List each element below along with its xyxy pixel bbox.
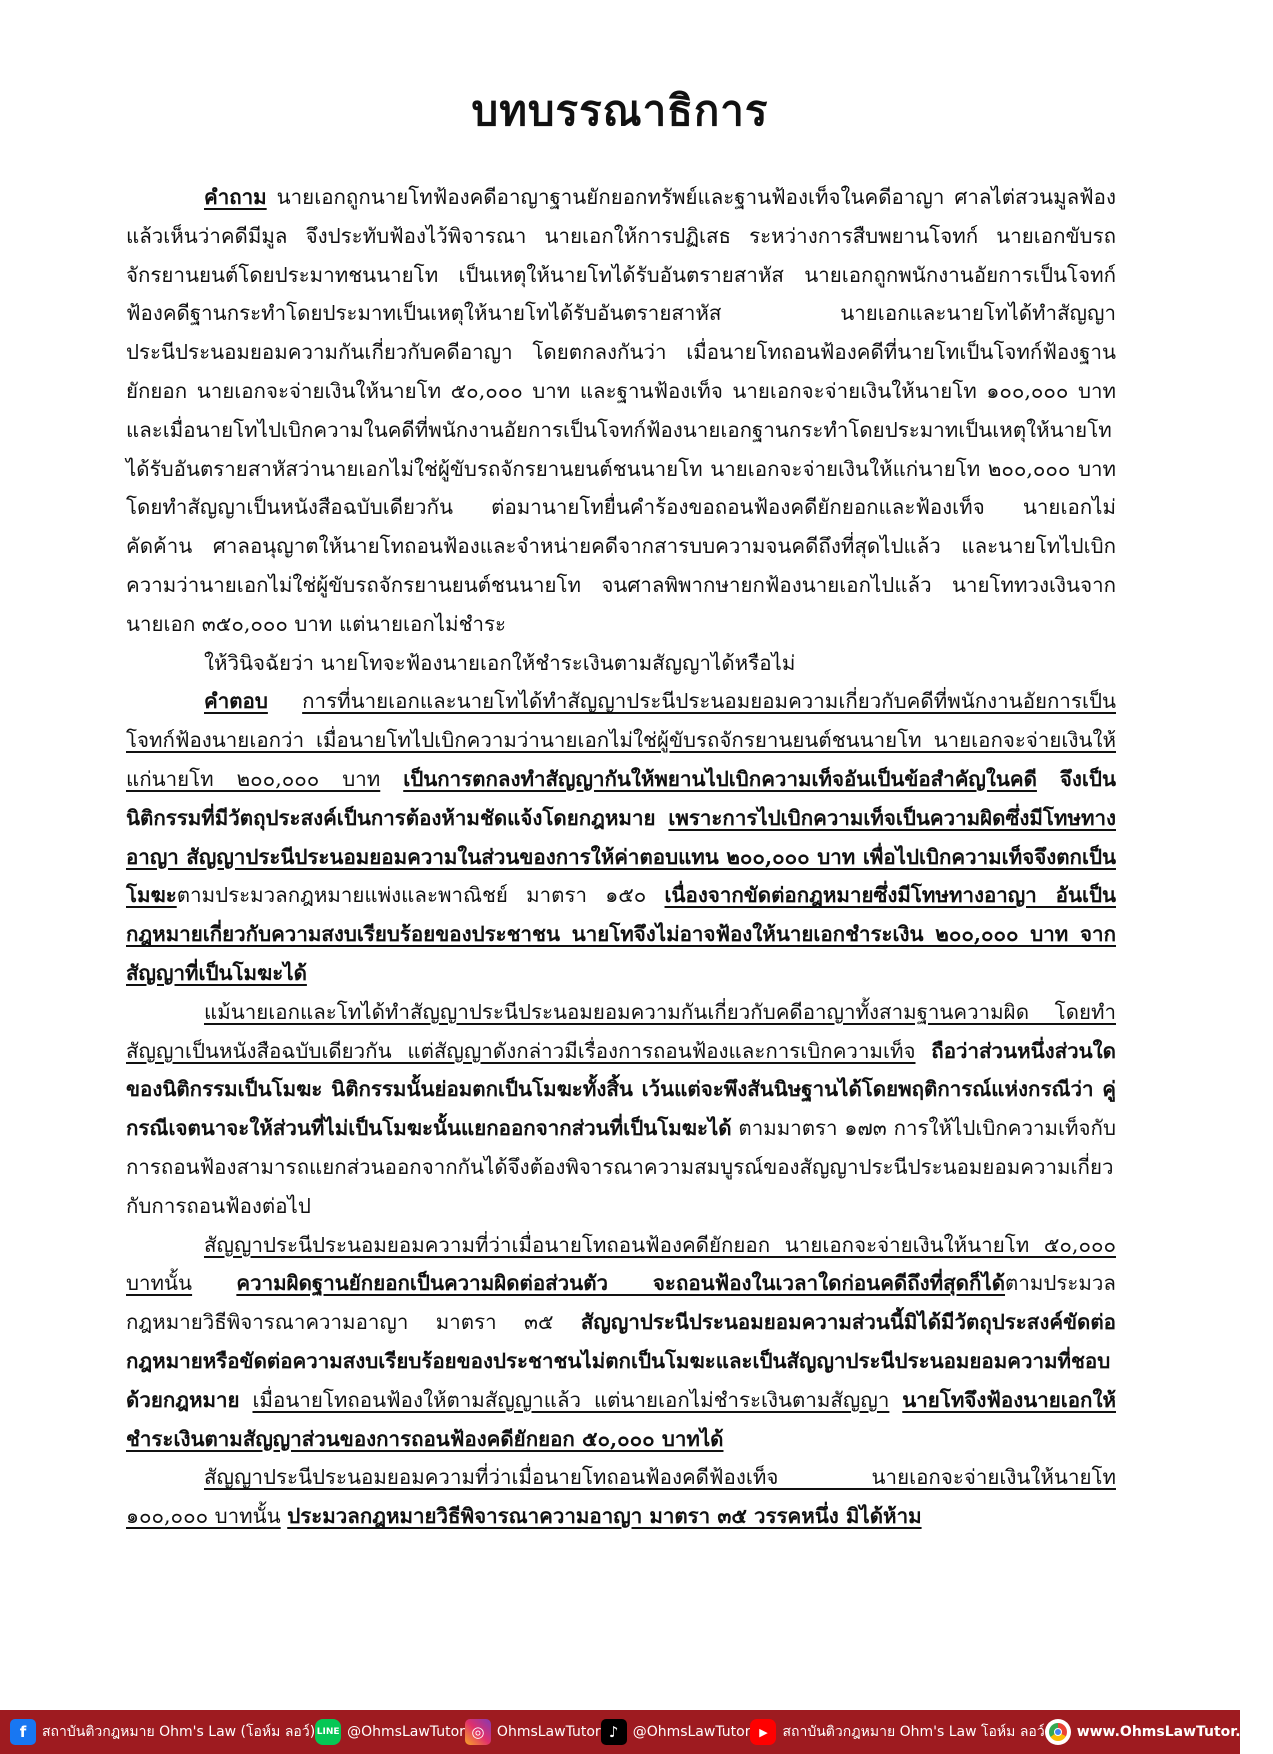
- footer-website[interactable]: [1045, 1719, 1273, 1745]
- answer-p3-s6: นายโทจึงฟ้องนายเอกให้ชำระเงินตามสัญญาส่วนของการถอนฟ้องคดียักยอก ๕๐,๐๐๐ บาทได้: [126, 1387, 1116, 1451]
- youtube-icon: ▶: [750, 1719, 776, 1745]
- footer-youtube-label: สถาบันติวกฎหมาย Ohm's Law โอห์ม ลอว์: [782, 1724, 1045, 1740]
- answer-paragraph-1: [126, 682, 1116, 992]
- page-title: บทบรรณาธิการ: [471, 86, 769, 135]
- answer-p1-s1: การที่นายเอกและนายโทได้ทำสัญญาประนีประนอมยอมความเกี่ยวกับคดีที่พนักงานอัยการเป็นโจทก์ฟ้องนายเอกว่า เมื่อนายโทไปเบิกความว่านายเอกไม่ใช่ผู้ขับรถจักรยานยนต์ชนนายโท นายเอกจะจ่ายเงินให้แก่นายโท ๒๐๐,๐๐๐ บาท: [126, 689, 1116, 791]
- footer-instagram[interactable]: [465, 1719, 601, 1745]
- answer-p1-s4: เพราะการไปเบิกความเท็จเป็นความผิดซึ่งมีโทษทางอาญา สัญญาประนีประนอมยอมความในส่วนของการให้ค่าตอบแทน ๒๐๐,๐๐๐ บาท เพื่อไปเบิกความเท็จจึงตกเป็นโมฆะ: [126, 805, 1116, 908]
- answer-p4-s1: สัญญาประนีประนอมยอมความที่ว่าเมื่อนายโทถอนฟ้องคดีฟ้องเท็จ นายเอกจะจ่ายเงินให้นายโท ๑๐๐,๐๐๐ บาทนั้น: [126, 1465, 1116, 1529]
- footer-website-label: www.OhmsLawTutor.com: [1076, 1724, 1273, 1740]
- footer-bar: [0, 1710, 1273, 1754]
- facebook-icon: f: [10, 1719, 36, 1745]
- answer-p1-s6: เนื่องจากขัดต่อกฎหมายซึ่งมีโทษทางอาญา อันเป็นกฎหมายเกี่ยวกับความสงบเรียบร้อยของประชาชน นายโทจึงไม่อาจฟ้องให้นายเอกชำระเงิน ๒๐๐,๐๐๐ บาท จากสัญญาที่เป็นโมฆะได้: [126, 883, 1116, 985]
- footer-youtube[interactable]: [750, 1719, 1044, 1745]
- footer-line[interactable]: [315, 1719, 465, 1745]
- web-icon: [1045, 1719, 1071, 1745]
- answer-p1-s3: จึงเป็นนิติกรรมที่มีวัตถุประสงค์เป็นการต้องห้ามชัดแจ้งโดยกฎหมาย: [126, 766, 1116, 830]
- answer-paragraph-3: [126, 1226, 1116, 1459]
- answer-paragraph-4: [126, 1458, 1116, 1536]
- answer-p1-s2: เป็นการตกลงทำสัญญากันให้พยานไปเบิกความเท็จอันเป็นข้อสำคัญในคดี: [403, 766, 1037, 791]
- answer-p4-s2: ประมวลกฎหมายวิธีพิจารณาความอาญา มาตรา ๓๕ วรรคหนึ่ง มิได้ห้าม: [287, 1504, 922, 1529]
- footer-tiktok-label: @OhmsLawTutor: [632, 1724, 751, 1740]
- answer-p3-s2: ความผิดฐานยักยอกเป็นความผิดต่อส่วนตัว จะถอนฟ้องในเวลาใดก่อนคดีถึงที่สุดก็ได้: [236, 1271, 1006, 1296]
- article-body: [126, 178, 1116, 1536]
- answer-p3-s1: สัญญาประนีประนอมยอมความที่ว่าเมื่อนายโทถอนฟ้องคดียักยอก นายเอกจะจ่ายเงินให้นายโท ๕๐,๐๐๐ บาทนั้น: [126, 1232, 1116, 1296]
- question-prompt: ให้วินิจฉัยว่า นายโทจะฟ้องนายเอกให้ชำระเงินตามสัญญาได้หรือไม่: [204, 650, 796, 675]
- answer-p1-s5: ตามประมวลกฎหมายแพ่งและพาณิชย์ มาตรา ๑๕๐: [176, 883, 647, 908]
- answer-p2-s2: ถือว่าส่วนหนึ่งส่วนใดของนิติกรรมเป็นโมฆะ นิติกรรมนั้นย่อมตกเป็นโมฆะทั้งสิ้น เว้นแต่จะพึงสันนิษฐานได้โดยพฤติการณ์แห่งกรณีว่า คู่กรณีเจตนาจะให้ส่วนที่ไม่เป็นโมฆะนั้นแยกออกจากส่วนที่เป็นโมฆะได้: [126, 1038, 1116, 1141]
- answer-p3-s4: สัญญาประนีประนอมยอมความส่วนนี้มิได้มีวัตถุประสงค์ขัดต่อกฎหมายหรือขัดต่อความสงบเรียบร้อยของประชาชนไม่ตกเป็นโมฆะและเป็นสัญญาประนีประนอมยอมความที่ชอบด้วยกฎหมาย: [126, 1310, 1116, 1412]
- footer-instagram-label: OhmsLawTutor: [496, 1724, 601, 1740]
- answer-label: คำตอบ: [204, 689, 268, 714]
- answer-p3-s3: ตามประมวลกฎหมายวิธีพิจารณาความอาญา มาตรา ๓๕: [126, 1271, 1116, 1335]
- footer-line-label: @OhmsLawTutor: [347, 1724, 465, 1740]
- question-label: คำถาม: [204, 185, 267, 209]
- footer-facebook-label: สถาบันติวกฎหมาย Ohm's Law (โอห์ม ลอว์): [42, 1724, 316, 1740]
- footer-tiktok[interactable]: [601, 1719, 751, 1745]
- tiktok-icon: ♪: [601, 1719, 627, 1745]
- question-text: นายเอกถูกนายโทฟ้องคดีอาญาฐานยักยอกทรัพย์และฐานฟ้องเท็จในคดีอาญา ศาลไต่สวนมูลฟ้องแล้วเห็นว่าคดีมีมูล จึงประทับฟ้องไว้พิจารณา นายเอกให้การปฏิเสธ ระหว่างการสืบพยานโจทก์ นายเอกขับรถจักรยานยนต์โดยประมาทชนนายโท เป็นเหตุให้นายโทได้รับอันตรายสาหัส นายเอกถูกพนักงานอัยการเป็นโจทก์ฟ้องคดีฐานกระทำโดยประมาทเป็นเหตุให้นายโทได้รับอันตรายสาหัส นายเอกและนายโทได้ทำสัญญาประนีประนอมยอมความกันเกี่ยวกับคดีอาญา โดยตกลงกันว่า เมื่อนายโทถอนฟ้องคดีที่นายโทเป็นโจทก์ฟ้องฐานยักยอก นายเอกจะจ่ายเงินให้นายโท ๕๐,๐๐๐ บาท และฐานฟ้องเท็จ นายเอกจะจ่ายเงินให้นายโท ๑๐๐,๐๐๐ บาท และเมื่อนายโทไปเบิกความในคดีที่พนักงานอัยการเป็นโจทก์ฟ้องนายเอกฐานกระทำโดยประมาทเป็นเหตุให้นายโทได้รับอันตรายสาหัสว่านายเอกไม่ใช่ผู้ขับรถจักรยานยนต์ชนนายโท นายเอกจะจ่ายเงินให้แก่นายโท ๒๐๐,๐๐๐ บาท โดยทำสัญญาเป็นหนังสือฉบับเดียวกัน ต่อมานายโทยื่นคำร้องขอถอนฟ้องคดียักยอกและฟ้องเท็จ นายเอกไม่คัดค้าน ศาลอนุญาตให้นายโทถอนฟ้องและจำหน่ายคดีจากสารบบความจนคดีถึงที่สุดไปแล้ว และนายโทไปเบิกความว่านายเอกไม่ใช่ผู้ขับรถจักรยานยนต์ชนนายโท จนศาลพิพากษายกฟ้องนายเอกไปแล้ว นายโททวงเงินจากนายเอก ๓๕๐,๐๐๐ บาท แต่นายเอกไม่ชำระ: [126, 185, 1116, 636]
- instagram-icon: ◎: [465, 1719, 491, 1745]
- question-paragraph: [126, 178, 1116, 644]
- answer-p2-s3: ตามมาตรา ๑๗๓ การให้ไปเบิกความเท็จกับการถอนฟ้องสามารถแยกส่วนออกจากกันได้จึงต้องพิจารณาความสมบูรณ์ของสัญญาประนีประนอมยอมความเกี่ยวกับการถอนฟ้องต่อไป: [126, 1116, 1116, 1218]
- answer-p3-s5: เมื่อนายโทถอนฟ้องให้ตามสัญญาแล้ว แต่นายเอกไม่ชำระเงินตามสัญญา: [252, 1387, 890, 1412]
- answer-paragraph-2: [126, 993, 1116, 1226]
- footer-facebook[interactable]: [10, 1719, 315, 1745]
- line-icon: LINE: [315, 1719, 341, 1745]
- answer-p2-s1: แม้นายเอกและโทได้ทำสัญญาประนีประนอมยอมความกันเกี่ยวกับคดีอาญาทั้งสามฐานความผิด โดยทำสัญญาเป็นหนังสือฉบับเดียวกัน แต่สัญญาดังกล่าวมีเรื่องการถอนฟ้องและการเบิกความเท็จ: [126, 999, 1116, 1063]
